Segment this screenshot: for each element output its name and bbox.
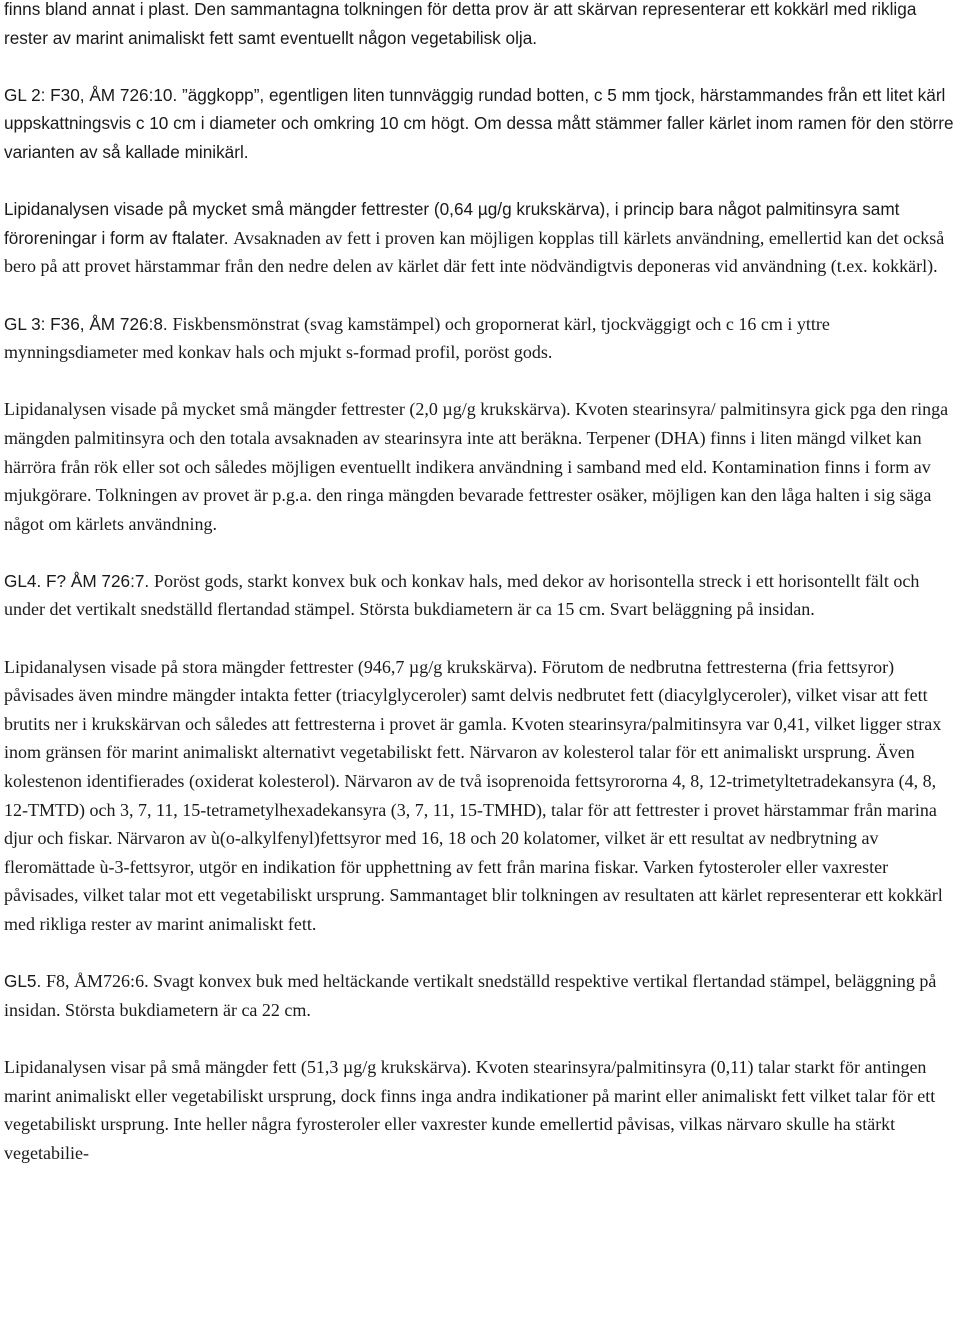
paragraph-4-text-b: Fiskbensmönstrat (svag kamstämpel) och gropornerat kärl, tjockväggigt och c 16 cm i yttre mynningsdiameter med konkav hals och mjukt s-formad profil, poröst gods.: [4, 313, 830, 363]
paragraph-3-text-a: Lipidanalysen visade på mycket små mängder fettrester (0,64 µg/g krukskärva), i princip bara något palmitinsyra samt föroreningar i form av ftalater.: [4, 199, 900, 248]
paragraph-8-text-a: GL5.: [4, 971, 47, 992]
paragraph-gl5-analysis: [4, 1053, 956, 1167]
paragraph-5-text: Lipidanalysen visade på mycket små mängder fettrester (2,0 µg/g krukskärva). Kvoten stearinsyra/ palmitinsyra gick pga den ringa mängden palmitinsyra och den totala avsaknaden av stearinsyra inte att beräkna. Terpener (DHA) finns i liten mängd vilket kan härröra från rök eller sot och således möjligen eventuellt indikera användning i samband med eld. Kontamination finns i form av mjukgörare. Tolkningen av provet är p.g.a. den ringa mängden bevarade fettrester osäker, möjligen kan den låga halten i sig säga något om kärlets användning.: [4, 399, 949, 534]
paragraph-gl2-analysis: [4, 195, 956, 281]
paragraph-gl5-heading: [4, 967, 956, 1024]
paragraph-2-text: GL 2: F30, ÅM 726:10. ”äggkopp”, egentligen liten tunnväggig rundad botten, c 5 mm tjock, härstammandes från ett litet kärl uppskattningsvis c 10 cm i diameter och omkring 10 cm högt. Om dessa mått stämmer faller kärlet inom ramen för den större varianten av så kallade minikärl.: [4, 84, 954, 162]
paragraph-8-text-b: F8, ÅM726:6. Svagt konvex buk med heltäckande vertikalt snedställd respektive vertikal flertandad stämpel, beläggning på insidan. Största bukdiametern är ca 22 cm.: [4, 971, 937, 1020]
paragraph-9-text: Lipidanalysen visar på små mängder fett (51,3 µg/g krukskärva). Kvoten stearinsyra/palmitinsyra (0,11) talar starkt för antingen marint animaliskt eller vegetabiliskt ursprung, dock finns inga andra indikationer på marint eller animaliskt fett vilket talar för ett vegetabiliskt ursprung. Inte heller några fyrosteroler eller vaxrester kunde emellertid påvisas, vilkas närvaro skulle ha stärkt vegetabilie-: [4, 1056, 936, 1163]
paragraph-1: [4, 0, 956, 52]
paragraph-gl4-heading: [4, 567, 956, 624]
paragraph-gl4-analysis: [4, 653, 956, 939]
paragraph-gl3-heading: [4, 310, 956, 367]
paragraph-gl2-heading: [4, 81, 956, 167]
paragraph-3-text-b: Avsaknaden av fett i proven kan möjligen kopplas till kärlets användning, emellertid kan det också bero på att provet härstammar från den nedre delen av kärlet där fett inte nödvändigtvis deponeras vid användning (t.ex. kokkärl).: [4, 227, 945, 277]
paragraph-gl3-analysis: [4, 395, 956, 538]
paragraph-1-text: finns bland annat i plast. Den sammantagna tolkningen för detta prov är att skärvan representerar ett kokkärl med rikliga rester av marint animaliskt fett samt eventuellt någon vegetabilisk olja.: [4, 0, 917, 48]
paragraph-4-text-a: GL 3: F36, ÅM 726:8.: [4, 313, 173, 334]
paragraph-6-text-b: Poröst gods, starkt konvex buk och konkav hals, med dekor av horisontella streck i ett horisontellt fält och under det vertikalt snedställd flertandad stämpel. Största bukdiametern är ca 15 cm. Svart beläggning på insidan.: [4, 570, 920, 620]
paragraph-7-text: Lipidanalysen visade på stora mängder fettrester (946,7 µg/g krukskärva). Förutom de nedbrutna fettresterna (fria fettsyror) påvisades även mindre mängder intakta fetter (triacylglyceroler) samt delvis nedbrutet fett (diacylglyceroler), vilket visar att fett brutits ner i krukskärvan och således att fettresterna i provet är gamla. Kvoten stearinsyra/palmitinsyra var 0,41, vilket ligger strax inom gränsen för marint animaliskt alternativt vegetabiliskt fett. Närvaron av kolesterol talar för ett animaliskt ursprung. Även kolestenon identifierades (oxiderat kolesterol). Närvaron av de två isoprenoida fettsyrororna 4, 8, 12-trimetyltetradekansyra (4, 8, 12-TMTD) och 3, 7, 11, 15-tetrametylhexadekansyra (3, 7, 11, 15-TMHD), talar för att fettrester i provet härstammar från marina djur och fiskar. Närvaron av ù(o-alkylfenyl)fettsyror med 16, 18 och 20 kolatomer, vilket är ett resultat av nedbrytning av fleromättade ù-3-fettsyror, utgör en indikation för upphettning av fett från marina fiskar. Varken fytosteroler eller vaxrester påvisades, vilket talar mot ett vegetabiliskt ursprung. Sammantaget blir tolkningen av resultaten att kärlet representerar ett kokkärl med rikliga rester av marint animaliskt fett.: [4, 656, 943, 934]
paragraph-6-text-a: GL4. F? ÅM 726:7.: [4, 570, 154, 591]
